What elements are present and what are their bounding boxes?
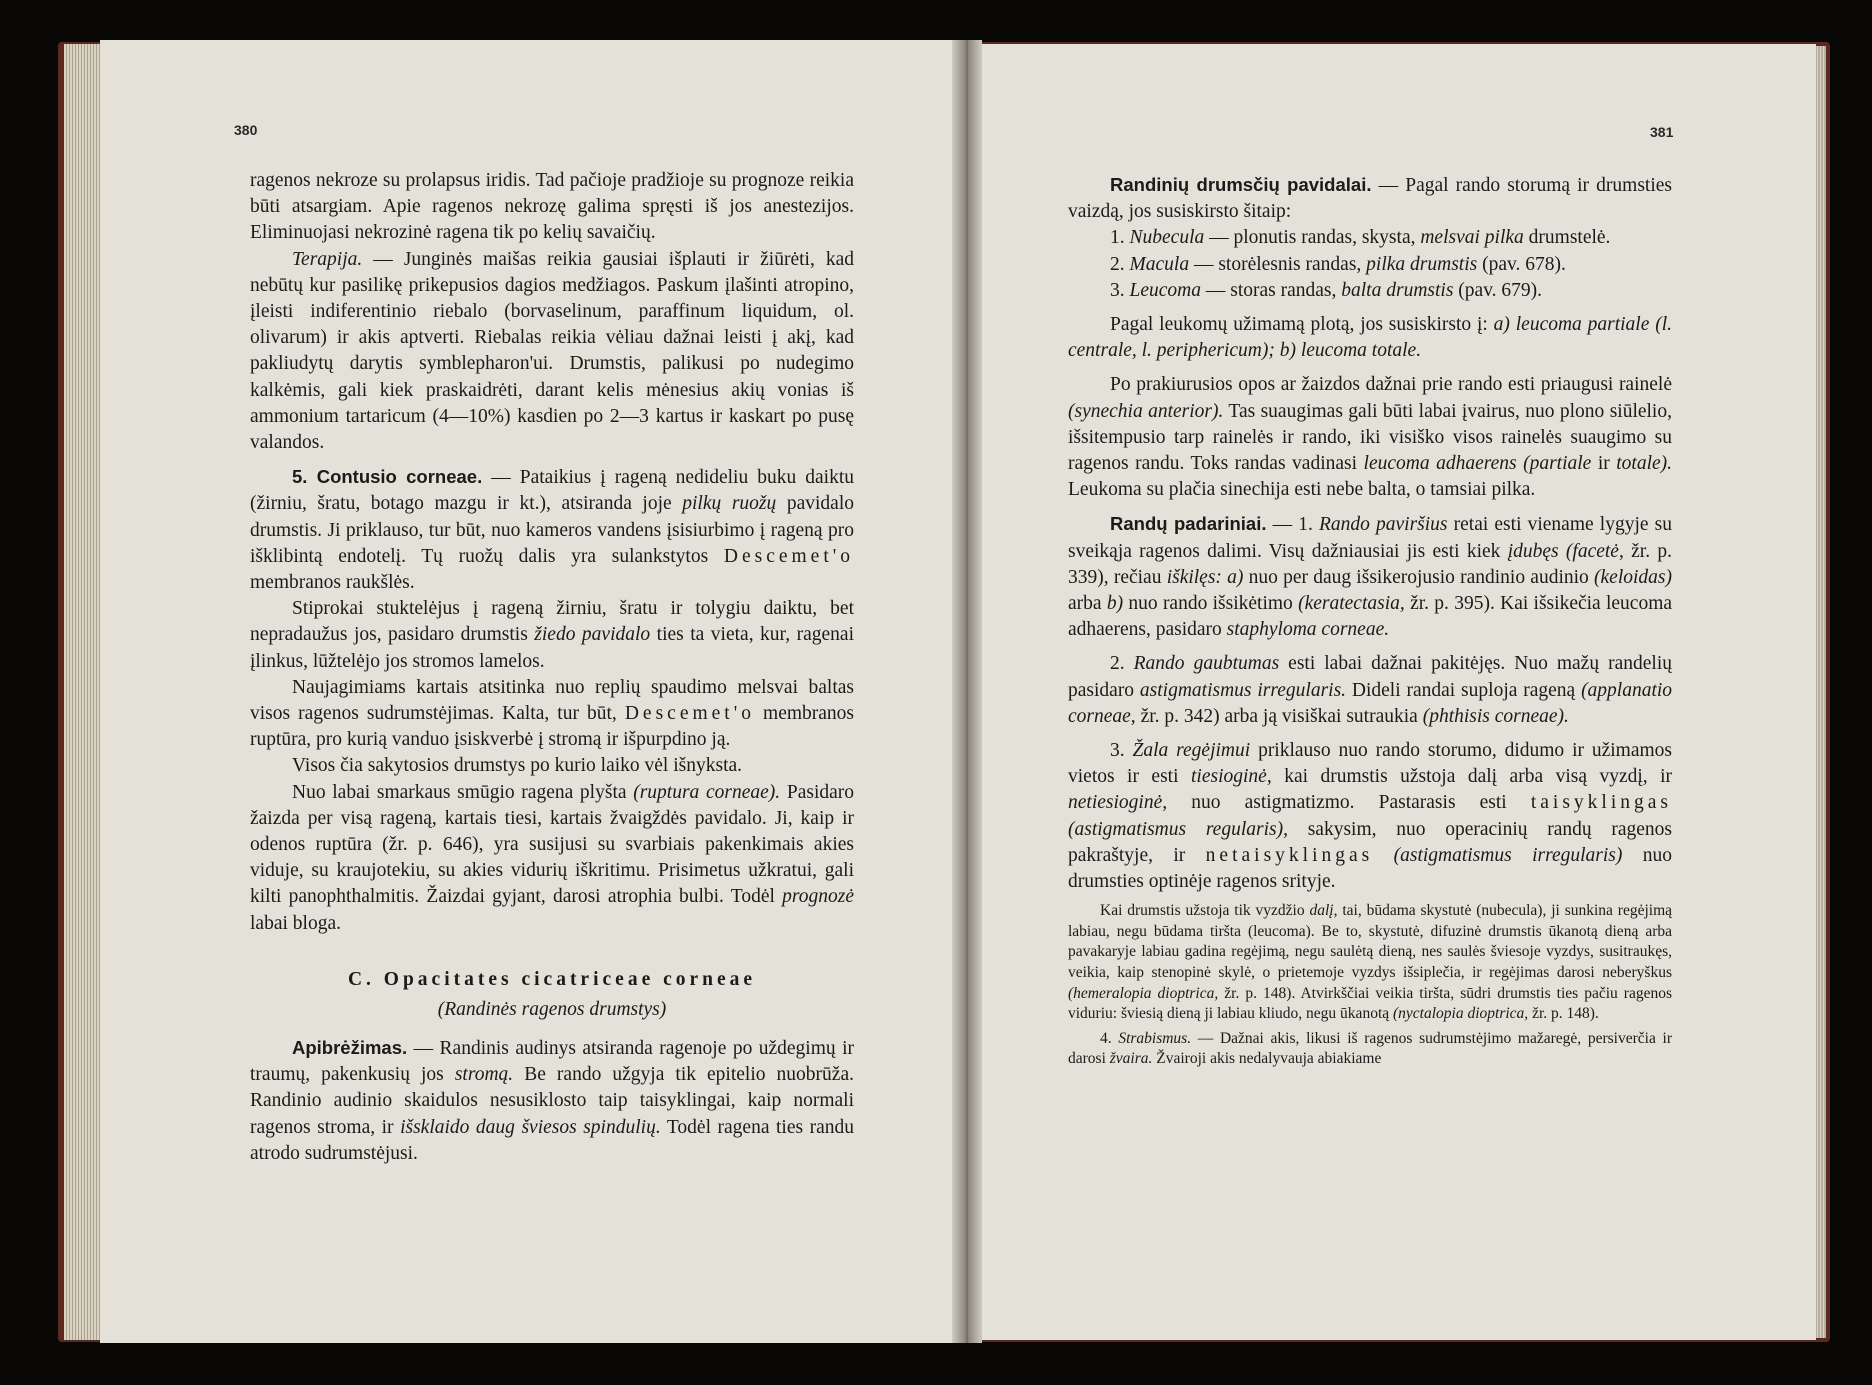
right-page-text — [1068, 172, 1672, 1070]
paragraph: Pagal leukomų užimamą plotą, jos susiskirsto į: a) leucoma partiale (l. centrale, l. periphericum); b) leucoma totale. — [1068, 314, 1673, 362]
forms-list — [1068, 225, 1672, 304]
paragraph: 3. Žala regėjimui priklauso nuo rando storumo, didumo ir užimamos vietos ir esti tiesioginė, kai drumstis užstoja dalį arba visą vyzdį, ir netiesioginė, nuo astigmatizmo. Pastarasis esti taisyklingas (astigmatismus regularis), sakysim, nuo operacinių randų ragenos pakraštyje, ir netaisyklingas (astigmatismus irregularis) nuo drumsties optinėje ragenos srityje. — [1068, 740, 1673, 893]
paragraph: Po prakiurusios opos ar žaizdos dažnai prie rando esti priaugusi rainelė (synechia anterior). Tas suaugimas gali būti labai įvairus, nuo plono siūlelio, išsitempusio tarp rainelės ir rando, iki visiško visos rainelės suaugimo su ragenos randu. Toks randas vadinasi leucoma adhaerens (partiale ir totale). Leukoma su plačia sinechija esti nebe balta, o tamsiai pilka. — [1068, 374, 1673, 501]
list-item: 3. Leucoma — storas randas, balta drumstis (pav. 679). — [1110, 279, 1543, 301]
paragraph-forms: Randinių drumsčių pavidalai. — Pagal rando storumą ir drumsties vaizdą, jos susiskirsto šitaip: — [1068, 174, 1672, 223]
paragraph-contusio: 5. Contusio corneae. — Pataikius į rageną nedideliu buku daiktu (žirniu, šratu, botago mazgu ir kt.), atsiranda joje pilkų ruožų pavidalo drumstis. Ji priklauso, tur būt, nuo kameros vandens įsisiurbimo į rageną pro išklibintą endotelį. Tų ruožų dalis yra sulankstytos Descemet'o membranos raukšlės. — [250, 466, 855, 594]
left-page — [100, 40, 960, 1343]
paragraph-definition: Apibrėžimas. — Randinis audinys atsiranda ragenoje po uždegimų ir traumų, pakenkusių jos stromą. Be rando užgyja tik epitelio nuobrūža. Randinio audinio skaidulos nesusiklosto taip taisyklingai, kaip normali ragenos stroma, ir išsklaido daug šviesos spindulių. Todėl ragena ties randu atrodo sudrumstėjusi. — [250, 1036, 854, 1164]
paragraph-small: Kai drumstis užstoja tik vyzdžio dalį, tai, būdama skystutė (nubecula), ji sunkina regėjimą labiau, negu būdama tiršta (leucoma). Be to, skystutė, difuzinė drumstis ūkanotą dieną arba pavakaryje labiau gadina regėjimą, negu saulėtą dieną, nes saulės šviesoje vyzdys, susitraukęs, veikia, kaip stenopinė skylė, o prietemoje vyzdys išsiplečia, ir regėjimas darosi neberyškus (hemeralopia dioptrica, žr. p. 148). Atvirkščiai veikia tiršta, sūdri drumstis ties pačiu ragenos viduriu: šviesią dieną ji labiau kliudo, negu ūkanotą (nyctalopia dioptrica, žr. p. 148). — [1068, 902, 1673, 1023]
page-number-right: 381 — [1650, 124, 1674, 140]
page-number-left: 380 — [234, 122, 258, 138]
page-edges-left — [64, 44, 104, 1340]
paragraph: Naujagimiams kartais atsitinka nuo replių spaudimo melsvai baltas visos ragenos sudrumstėjimas. Kalta, tur būt, Descemet'o membranos ruptūra, pro kurią vanduo įsiskverbė į stromą ir išpurpdino ją. — [250, 676, 855, 751]
subheading: Randų padariniai. — [1110, 513, 1267, 535]
paragraph-consequences: Randų padariniai. — 1. Rando paviršius retai esti viename lygyje su sveikąja ragenos dalimi. Visų dažniausiai jis esti kiek įdubęs (facetė, žr. p. 339), rečiau iškilęs: a) nuo per daug išsikerojusio randinio audinio (keloidas) arba b) nuo rando išsikėtimo (keratectasia, žr. p. 395). Kai išsikečia leucoma adhaerens, pasidaro staphyloma corneae. — [1068, 513, 1673, 641]
left-page-text — [250, 168, 854, 1167]
right-page — [968, 44, 1816, 1340]
paragraph: 2. Rando gaubtumas esti labai dažnai pakitėjęs. Nuo mažų randelių pasidaro astigmatismus irregularis. Dideli randai suploja rageną (applanatio corneae, žr. p. 342) arba ją visiškai sutraukia (phthisis corneae). — [1068, 653, 1673, 727]
list-item: 2. Macula — storėlesnis randas, pilka drumstis (pav. 678). — [1110, 253, 1566, 275]
paragraph-small: 4. Strabismus. — Dažnai akis, likusi iš ragenos sudrumstėjimo mažaregė, persiverčia ir darosi žvaira. Žvairoji akis nedalyvauja abiakiame — [1068, 1029, 1673, 1068]
paragraph: Nuo labai smarkaus smūgio ragena plyšta (ruptura corneae). Pasidaro žaizda per visą rageną, kartais tiesi, kartais žvaigždės pavidalo. Ji, kaip ir odenos ruptūra (žr. p. 646), yra susijusi su svarbiais pakenkimais akies viduje, su kraujotekiu, su akies vidurių iškritimu. Prisimetus užkratui, gali kilti panophthalmitis. Žaizdai gyjant, darosi atrophia bulbi. Todėl prognozė labai bloga. — [250, 781, 855, 934]
small-print — [1068, 901, 1672, 1070]
paragraph-therapy: Terapija. — Junginės maišas reikia gausiai išplauti ir žiūrėti, kad nebūtų kur pasilikę prikepusios dagios medžiagos. Paskum įlašinti atropino, įleisti indiferentinio riebalo (borvaselinum, paraffinum liquidum, ol. olivarum) ir akis aptverti. Riebalas reikia vėliau dažnai leisti į akį, kad pakliudytų darytis symblepharon'ui. Drumstis, palikusi po nudegimo kalkėmis, gali kiek praskaidrėti, darant kelis mėnesius akių vonias iš ammonium tartaricum (4—10%) kasdien po 2—3 kartus ir kaskart po pusę valandos. — [250, 248, 855, 454]
book-gutter — [952, 40, 982, 1343]
paragraph: Visos čia sakytosios drumstys po kurio laiko vėl išnyksta. — [292, 755, 743, 777]
paragraph: Stiprokai stuktelėjus į rageną žirniu, šratu ir tolygiu daiktu, bet nepradaužus jos, pasidaro drumstis žiedo pavidalo ties ta vieta, kur, ragenai įlinkus, lūžtelėjo jos stromos lamelos. — [250, 598, 855, 672]
subheading: 5. Contusio corneae. — [292, 466, 483, 488]
section-subtitle: (Randinės ragenos drumstys) — [437, 998, 667, 1020]
subheading: Randinių drumsčių pavidalai. — [1110, 174, 1372, 195]
section-title: C. Opacitates cicatriceae corneae — [347, 968, 757, 990]
list-item: 1. Nubecula — plonutis randas, skysta, melsvai pilka drumstelė. — [1110, 227, 1611, 249]
subheading: Apibrėžimas. — [292, 1036, 408, 1058]
paragraph: ragenos nekroze su prolapsus iridis. Tad pačioje pradžioje su prognoze reikia būti atsargiam. Apie ragenos nekrozę galima spręsti iš jos anestezijos. Eliminuojasi nekrozinė ragena tik po kelių savaičių. — [250, 170, 854, 244]
